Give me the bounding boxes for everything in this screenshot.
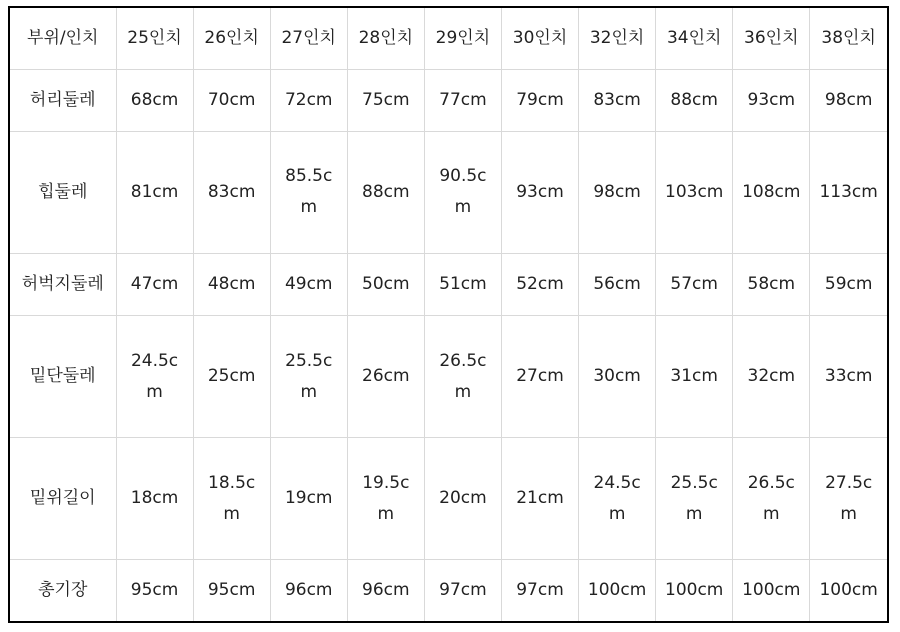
- table-cell: 77cm: [424, 69, 501, 131]
- table-cell: 81cm: [116, 131, 193, 253]
- table-cell: 100cm: [656, 560, 733, 621]
- table-cell: 25cm: [193, 315, 270, 437]
- table-row-length: [10, 560, 887, 621]
- header-cell-size: 26인치: [193, 8, 270, 69]
- header-cell-part: 부위/인치: [10, 8, 116, 69]
- row-label: 허벅지둘레: [10, 253, 116, 315]
- table-cell: 95cm: [193, 560, 270, 621]
- header-cell-size: 34인치: [656, 8, 733, 69]
- table-cell: 26.5cm: [424, 315, 501, 437]
- table-cell: 56cm: [579, 253, 656, 315]
- table-cell: 58cm: [733, 253, 810, 315]
- table-cell: 72cm: [270, 69, 347, 131]
- table-cell: 68cm: [116, 69, 193, 131]
- row-label: 밑위길이: [10, 438, 116, 560]
- table-cell: 26cm: [347, 315, 424, 437]
- table-cell: 57cm: [656, 253, 733, 315]
- row-label: 총기장: [10, 560, 116, 621]
- table-cell: 100cm: [733, 560, 810, 621]
- table-row-hip: [10, 131, 887, 253]
- table-cell: 31cm: [656, 315, 733, 437]
- table-cell: 59cm: [810, 253, 887, 315]
- header-cell-size: 30인치: [501, 8, 578, 69]
- row-label: 힙둘레: [10, 131, 116, 253]
- table-cell: 103cm: [656, 131, 733, 253]
- table-cell: 83cm: [579, 69, 656, 131]
- table-cell: 108cm: [733, 131, 810, 253]
- table-row-hem: [10, 315, 887, 437]
- row-label: 허리둘레: [10, 69, 116, 131]
- table-cell: 98cm: [579, 131, 656, 253]
- header-cell-size: 25인치: [116, 8, 193, 69]
- table-cell: 113cm: [810, 131, 887, 253]
- table-cell: 19cm: [270, 438, 347, 560]
- table-cell: 93cm: [733, 69, 810, 131]
- table-cell: 26.5cm: [733, 438, 810, 560]
- header-cell-size: 28인치: [347, 8, 424, 69]
- table-cell: 24.5cm: [116, 315, 193, 437]
- table-cell: 27.5cm: [810, 438, 887, 560]
- table-cell: 75cm: [347, 69, 424, 131]
- table-cell: 90.5cm: [424, 131, 501, 253]
- table-cell: 25.5cm: [656, 438, 733, 560]
- row-label: 밑단둘레: [10, 315, 116, 437]
- table-cell: 79cm: [501, 69, 578, 131]
- table-cell: 98cm: [810, 69, 887, 131]
- header-cell-size: 36인치: [733, 8, 810, 69]
- table-cell: 93cm: [501, 131, 578, 253]
- table-cell: 24.5cm: [579, 438, 656, 560]
- table-cell: 47cm: [116, 253, 193, 315]
- table-cell: 32cm: [733, 315, 810, 437]
- header-cell-size: 27인치: [270, 8, 347, 69]
- table-cell: 19.5cm: [347, 438, 424, 560]
- table-cell: 100cm: [579, 560, 656, 621]
- table-cell: 52cm: [501, 253, 578, 315]
- table-cell: 48cm: [193, 253, 270, 315]
- table-cell: 96cm: [347, 560, 424, 621]
- table-cell: 88cm: [656, 69, 733, 131]
- table-row-thigh: [10, 253, 887, 315]
- table-cell: 25.5cm: [270, 315, 347, 437]
- table-cell: 83cm: [193, 131, 270, 253]
- header-cell-size: 29인치: [424, 8, 501, 69]
- table-cell: 100cm: [810, 560, 887, 621]
- size-chart-table: [10, 8, 887, 621]
- table-cell: 96cm: [270, 560, 347, 621]
- table-cell: 97cm: [501, 560, 578, 621]
- table-cell: 30cm: [579, 315, 656, 437]
- header-cell-size: 38인치: [810, 8, 887, 69]
- table-cell: 18cm: [116, 438, 193, 560]
- table-cell: 85.5cm: [270, 131, 347, 253]
- table-cell: 88cm: [347, 131, 424, 253]
- table-cell: 51cm: [424, 253, 501, 315]
- header-cell-size: 32인치: [579, 8, 656, 69]
- table-cell: 95cm: [116, 560, 193, 621]
- table-cell: 97cm: [424, 560, 501, 621]
- table-row-waist: [10, 69, 887, 131]
- size-chart-frame: [8, 6, 889, 623]
- table-cell: 50cm: [347, 253, 424, 315]
- table-cell: 27cm: [501, 315, 578, 437]
- table-cell: 21cm: [501, 438, 578, 560]
- table-cell: 33cm: [810, 315, 887, 437]
- table-row-rise: [10, 438, 887, 560]
- table-cell: 49cm: [270, 253, 347, 315]
- header-row: [10, 8, 887, 69]
- table-cell: 20cm: [424, 438, 501, 560]
- table-cell: 70cm: [193, 69, 270, 131]
- table-cell: 18.5cm: [193, 438, 270, 560]
